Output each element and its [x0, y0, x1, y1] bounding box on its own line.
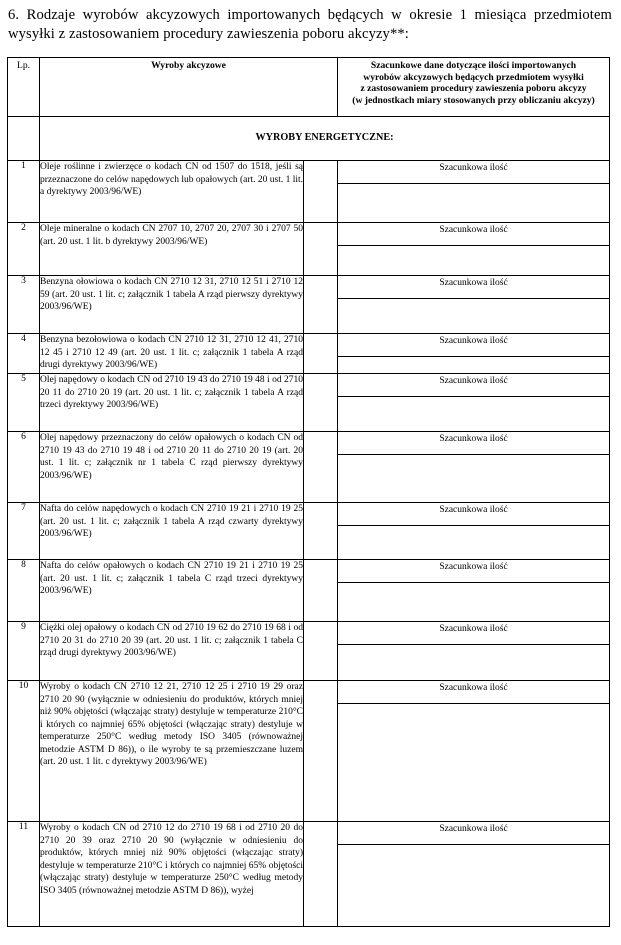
unit-cell[interactable]	[304, 822, 338, 927]
quantity-cell[interactable]	[338, 334, 610, 374]
table-row	[8, 681, 610, 822]
table-row	[8, 276, 610, 334]
quantity-label: Szacunkowa ilość	[338, 503, 609, 526]
quantity-cell[interactable]	[338, 622, 610, 681]
table-row	[8, 223, 610, 276]
unit-cell[interactable]	[304, 161, 338, 223]
column-header-product: Wyroby akcyzowe	[40, 58, 338, 117]
product-description: Nafta do celów opałowych o kodach CN 2710 19 21 i 2710 19 25 (art. 20 ust. 1 lit. c; załącznik 1 tabela C rząd trzeci dyrektywy 2003/96/WE)	[40, 560, 304, 622]
unit-cell[interactable]	[304, 276, 338, 334]
quantity-cell[interactable]	[338, 503, 610, 560]
row-number: 3	[8, 276, 40, 334]
column-header-lp: Lp.	[8, 58, 40, 117]
product-description: Oleje mineralne o kodach CN 2707 10, 2707 20, 2707 30 i 2707 50 (art. 20 ust. 1 lit. b dyrektywy 2003/96/WE)	[40, 223, 304, 276]
table-row	[8, 622, 610, 681]
product-description: Wyroby o kodach CN 2710 12 21, 2710 12 25 i 2710 19 29 oraz 2710 20 90 (wyłącznie w odniesieniu do produktów, których mniej niż 90% objętości (włączając straty) destyluje w temperaturze 210°C i których co najmniej 65% objętości (włączając straty) destyluje w temperaturze 250°C według metody ISO 3405 (równoważnej metodzie ASTM D 86)), o ile wyroby te są przemieszczane luzem (art. 20 ust. 1 lit. c dyrektywy 2003/96/WE)	[40, 681, 304, 822]
product-description: Wyroby o kodach CN od 2710 12 do 2710 19 68 i od 2710 20 do 2710 20 39 oraz 2710 20 90 (wyłącznie w odniesieniu do produktów, których mniej niż 90% objętości (włączając straty) destyluje w temperaturze 210°C i których co najmniej 65% objętości (włączając straty) destyluje w temperaturze 250°C według metody ISO 3405 (równoważnej metodzie ASTM D 86)), wyżej	[40, 822, 304, 927]
unit-cell[interactable]	[304, 374, 338, 432]
quantity-label: Szacunkowa ilość	[338, 223, 609, 246]
excise-goods-table	[7, 57, 610, 927]
table-row	[8, 503, 610, 560]
quantity-cell[interactable]	[338, 432, 610, 503]
quantity-label: Szacunkowa ilość	[338, 374, 609, 397]
row-number: 7	[8, 503, 40, 560]
column-header-quantity-line: Szacunkowe dane dotyczące ilości importowanych	[370, 60, 577, 71]
quantity-label: Szacunkowa ilość	[338, 560, 609, 583]
product-description: Benzyna bezołowiowa o kodach CN 2710 12 31, 2710 12 41, 2710 12 45 i 2710 12 49 (art. 20 ust. 1 lit. c; załącznik 1 tabela A rząd drugi dyrektywy 2003/96/WE)	[40, 334, 304, 374]
category-row	[8, 117, 610, 161]
unit-cell[interactable]	[304, 681, 338, 822]
row-number: 1	[8, 161, 40, 223]
quantity-label: Szacunkowa ilość	[338, 622, 609, 645]
table-row	[8, 374, 610, 432]
column-header-quantity-line: (w jednostkach miary stosowanych przy obliczaniu akcyzy)	[352, 94, 595, 106]
column-header-quantity	[338, 58, 610, 117]
table-row	[8, 161, 610, 223]
product-description: Olej napędowy przeznaczony do celów opałowych o kodach CN od 2710 19 43 do 2710 19 48 i od 2710 20 11 do 2710 20 19 (art. 20 ust. 1 lit. c; załącznik nr 1 tabela C rząd pierwszy dyrektywy 2003/96/WE)	[40, 432, 304, 503]
quantity-label: Szacunkowa ilość	[338, 432, 609, 455]
unit-cell[interactable]	[304, 432, 338, 503]
category-label: WYROBY ENERGETYCZNE:	[255, 132, 394, 143]
quantity-cell[interactable]	[338, 681, 610, 822]
quantity-cell[interactable]	[338, 560, 610, 622]
quantity-label: Szacunkowa ilość	[338, 681, 609, 704]
table-row	[8, 334, 610, 374]
row-number: 4	[8, 334, 40, 374]
quantity-label: Szacunkowa ilość	[338, 334, 609, 357]
unit-cell[interactable]	[304, 622, 338, 681]
quantity-label: Szacunkowa ilość	[338, 822, 609, 845]
row-number: 2	[8, 223, 40, 276]
quantity-cell[interactable]	[338, 276, 610, 334]
unit-cell[interactable]	[304, 223, 338, 276]
quantity-cell[interactable]	[338, 223, 610, 276]
quantity-cell[interactable]	[338, 822, 610, 927]
product-description: Benzyna ołowiowa o kodach CN 2710 12 31, 2710 12 51 i 2710 12 59 (art. 20 ust. 1 lit. c; załącznik 1 tabela A rząd pierwszy dyrektywy 2003/96/WE)	[40, 276, 304, 334]
row-number: 9	[8, 622, 40, 681]
table-row	[8, 822, 610, 927]
table-row	[8, 432, 610, 503]
category-cell	[40, 117, 610, 161]
column-header-quantity-line: z zastosowaniem procedury zawieszenia poboru akcyzy	[360, 83, 587, 94]
product-description: Olej napędowy o kodach CN od 2710 19 43 do 2710 19 48 i od 2710 20 11 do 2710 20 19 (art. 20 ust. 1 lit. c; załącznik 1 tabela A rząd trzeci dyrektywy 2003/96/WE)	[40, 374, 304, 432]
section-heading: 6. Rodzaje wyrobów akcyzowych importowanych będących w okresie 1 miesiąca przedmiotem wysyłki z zastosowaniem procedury zawieszenia poboru akcyzy**:	[8, 7, 612, 42]
row-number: 11	[8, 822, 40, 927]
table-header-row	[8, 58, 610, 117]
unit-cell[interactable]	[304, 560, 338, 622]
row-number: 8	[8, 560, 40, 622]
quantity-cell[interactable]	[338, 374, 610, 432]
row-number: 6	[8, 432, 40, 503]
column-header-quantity-line: wyrobów akcyzowych będących przedmiotem wysyłki	[363, 71, 584, 83]
row-number: 10	[8, 681, 40, 822]
product-description: Oleje roślinne i zwierzęce o kodach CN od 1507 do 1518, jeśli są przeznaczone do celów napędowych lub opałowych (art. 20 ust. 1 lit. a dyrektywy 2003/96/WE)	[40, 161, 304, 223]
product-description: Ciężki olej opałowy o kodach CN od 2710 19 62 do 2710 19 68 i od 2710 20 31 do 2710 20 39 (art. 20 ust. 1 lit. c; załącznik 1 tabela C rząd drugi dyrektywy 2003/96/WE)	[40, 622, 304, 681]
quantity-cell[interactable]	[338, 161, 610, 223]
category-lp-cell	[8, 117, 40, 161]
product-description: Nafta do celów napędowych o kodach CN 2710 19 21 i 2710 19 25 (art. 20 ust. 1 lit. c; załącznik 1 tabela A rząd czwarty dyrektywy 2003/96/WE)	[40, 503, 304, 560]
table-row	[8, 560, 610, 622]
row-number: 5	[8, 374, 40, 432]
quantity-label: Szacunkowa ilość	[338, 161, 609, 184]
unit-cell[interactable]	[304, 503, 338, 560]
quantity-label: Szacunkowa ilość	[338, 276, 609, 299]
unit-cell[interactable]	[304, 334, 338, 374]
